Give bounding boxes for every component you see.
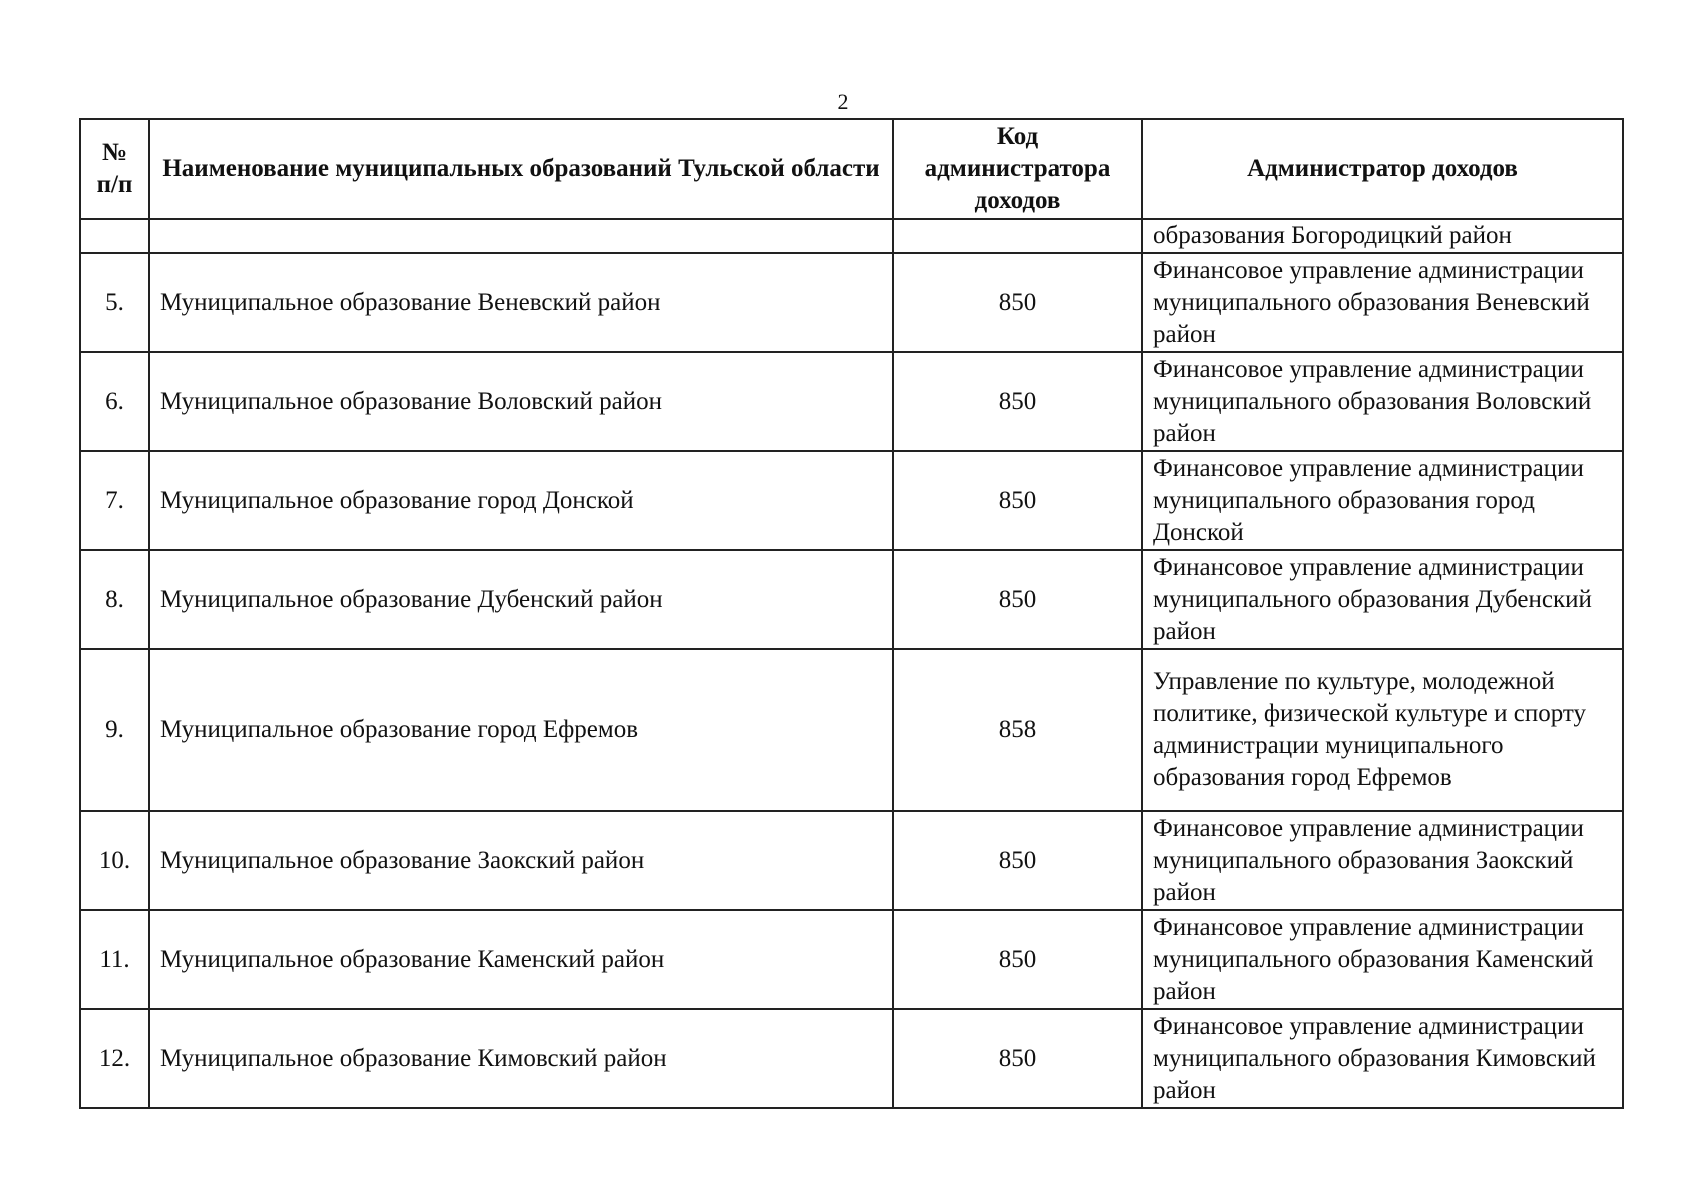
cell-code: 850 bbox=[893, 451, 1142, 550]
cell-number: 8. bbox=[80, 550, 149, 649]
header-number: № п/п bbox=[80, 119, 149, 219]
cell-administrator: Финансовое управление администрации муниципального образования Кимовский район bbox=[1142, 1009, 1623, 1108]
table-row bbox=[80, 649, 1623, 811]
cell-municipality: Муниципальное образование Веневский район bbox=[149, 253, 893, 352]
table-row bbox=[80, 550, 1623, 649]
table-row bbox=[80, 352, 1623, 451]
table-row bbox=[80, 253, 1623, 352]
cell-number: 10. bbox=[80, 811, 149, 910]
cell-administrator: Финансовое управление администрации муниципального образования Воловский район bbox=[1142, 352, 1623, 451]
cell-administrator: Финансовое управление администрации муниципального образования Заокский район bbox=[1142, 811, 1623, 910]
cell-administrator: Финансовое управление администрации муниципального образования Каменский район bbox=[1142, 910, 1623, 1009]
cell-municipality: Муниципальное образование Дубенский район bbox=[149, 550, 893, 649]
revenue-administrators-table bbox=[79, 118, 1624, 1109]
cell-municipality: Муниципальное образование Каменский район bbox=[149, 910, 893, 1009]
table-header-row bbox=[80, 119, 1623, 219]
cell-administrator: Финансовое управление администрации муниципального образования город Донской bbox=[1142, 451, 1623, 550]
cell-code: 850 bbox=[893, 352, 1142, 451]
cell-number: 11. bbox=[80, 910, 149, 1009]
continuation-row bbox=[80, 219, 1623, 253]
header-municipality-name: Наименование муниципальных образований Тульской области bbox=[149, 119, 893, 219]
table-row bbox=[80, 910, 1623, 1009]
cell-number: 9. bbox=[80, 649, 149, 811]
cell-number: 5. bbox=[80, 253, 149, 352]
cell-code: 850 bbox=[893, 253, 1142, 352]
cell-number bbox=[80, 219, 149, 253]
cell-code: 850 bbox=[893, 910, 1142, 1009]
cell-administrator: образования Богородицкий район bbox=[1142, 219, 1623, 253]
cell-code: 850 bbox=[893, 550, 1142, 649]
cell-municipality: Муниципальное образование город Ефремов bbox=[149, 649, 893, 811]
cell-municipality: Муниципальное образование Воловский район bbox=[149, 352, 893, 451]
cell-administrator: Финансовое управление администрации муниципального образования Дубенский район bbox=[1142, 550, 1623, 649]
table-row bbox=[80, 451, 1623, 550]
cell-number: 7. bbox=[80, 451, 149, 550]
page-number: 2 bbox=[837, 89, 849, 114]
cell-municipality: Муниципальное образование Кимовский район bbox=[149, 1009, 893, 1108]
cell-code bbox=[893, 219, 1142, 253]
header-administrator-code: Код администратора доходов bbox=[893, 119, 1142, 219]
cell-number: 12. bbox=[80, 1009, 149, 1108]
cell-municipality bbox=[149, 219, 893, 253]
header-revenue-administrator: Администратор доходов bbox=[1142, 119, 1623, 219]
table-row bbox=[80, 811, 1623, 910]
table-row bbox=[80, 1009, 1623, 1108]
cell-municipality: Муниципальное образование город Донской bbox=[149, 451, 893, 550]
cell-municipality: Муниципальное образование Заокский район bbox=[149, 811, 893, 910]
cell-administrator: Финансовое управление администрации муниципального образования Веневский район bbox=[1142, 253, 1623, 352]
cell-administrator: Управление по культуре, молодежной политике, физической культуре и спорту администрации муниципального образования город Ефремов bbox=[1142, 649, 1623, 811]
cell-code: 850 bbox=[893, 811, 1142, 910]
cell-number: 6. bbox=[80, 352, 149, 451]
cell-code: 858 bbox=[893, 649, 1142, 811]
cell-code: 850 bbox=[893, 1009, 1142, 1108]
